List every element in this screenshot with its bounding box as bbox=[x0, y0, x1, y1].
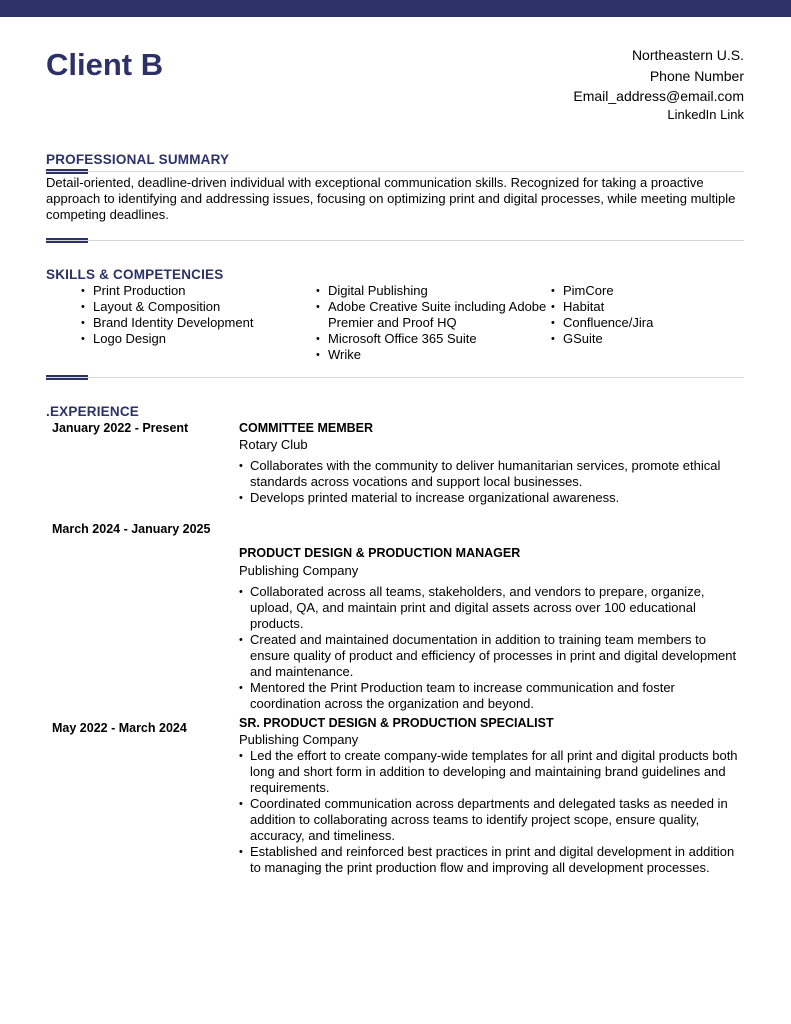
skill-item: • PimCore bbox=[551, 283, 741, 299]
job-company: Publishing Company bbox=[239, 732, 359, 747]
summary-rule bbox=[46, 171, 744, 172]
skill-item: • Print Production bbox=[81, 283, 301, 299]
job-dates: January 2022 - Present bbox=[52, 421, 189, 435]
skill-item: • Brand Identity Development bbox=[81, 315, 301, 331]
skills-column-1 bbox=[81, 283, 301, 347]
job-title: SR. PRODUCT DESIGN & PRODUCTION SPECIALIST bbox=[239, 716, 554, 730]
skill-item: • Adobe Creative Suite including Adobe Premier and Proof HQ bbox=[316, 299, 550, 331]
job-company: Publishing Company bbox=[239, 563, 359, 578]
job-bullets bbox=[239, 458, 739, 506]
job-bullet: • Led the effort to create company-wide templates for all print and digital products both long and short form in addition to developing and maintaining brand guidelines and requirements. bbox=[239, 748, 739, 796]
job-title: COMMITTEE MEMBER bbox=[239, 421, 374, 435]
job-bullets bbox=[239, 748, 739, 876]
job-bullet: • Established and reinforced best practices in print and digital development in addition to managing the print production flow and improving all development processes. bbox=[239, 844, 739, 876]
summary-text: Detail-oriented, deadline-driven individual with exceptional communication skills. Recognized for taking a proactive approach to identifying and addressing issues, focusing on optimizing print and digital processes, while meeting multiple competing deadlines. bbox=[46, 175, 736, 222]
skill-item: • Logo Design bbox=[81, 331, 301, 347]
section-divider bbox=[46, 377, 744, 378]
skills-column-2 bbox=[316, 283, 550, 363]
top-accent-bar bbox=[0, 0, 791, 17]
location: Northeastern U.S. bbox=[631, 47, 744, 63]
phone: Phone Number bbox=[649, 67, 744, 84]
experience-heading: .EXPERIENCE bbox=[46, 404, 139, 419]
skills-heading: SKILLS & COMPETENCIES bbox=[46, 267, 224, 282]
job-title: PRODUCT DESIGN & PRODUCTION MANAGER bbox=[239, 546, 521, 560]
job-bullets bbox=[239, 584, 739, 712]
email: Email_address@email.com bbox=[573, 88, 744, 104]
skills-column-3 bbox=[551, 283, 741, 347]
job-company: Rotary Club bbox=[239, 437, 308, 452]
job-bullet: • Created and maintained documentation in addition to training team members to ensure quality of product and efficiency of processes in print and digital development and maintenance. bbox=[239, 632, 739, 680]
contact-block bbox=[573, 45, 744, 123]
candidate-name: Client B bbox=[46, 47, 164, 82]
job-bullet: • Mentored the Print Production team to increase communication and foster coordination across the organization and beyond. bbox=[239, 680, 739, 712]
linkedin-link: LinkedIn Link bbox=[667, 106, 744, 122]
summary-heading: PROFESSIONAL SUMMARY bbox=[46, 152, 230, 167]
job-bullet: • Collaborates with the community to deliver humanitarian services, promote ethical standards across vocations and support local businesses. bbox=[239, 458, 739, 490]
job-bullet: • Collaborated across all teams, stakeholders, and vendors to prepare, organize, upload, QA, and maintain print and digital assets across over 100 educational products. bbox=[239, 584, 739, 632]
job-bullet: • Coordinated communication across departments and delegated tasks as needed in addition to collaborating across teams to identify project scope, ensure quality, accuracy, and timeliness. bbox=[239, 796, 739, 844]
skill-item: • Digital Publishing bbox=[316, 283, 550, 299]
section-divider bbox=[46, 240, 744, 241]
skill-item: • Microsoft Office 365 Suite bbox=[316, 331, 550, 347]
job-dates: May 2022 - March 2024 bbox=[52, 721, 187, 735]
job-bullet: • Develops printed material to increase organizational awareness. bbox=[239, 490, 739, 506]
skill-item: • Confluence/Jira bbox=[551, 315, 741, 331]
job-dates: March 2024 - January 2025 bbox=[52, 522, 211, 536]
skill-item: • Layout & Composition bbox=[81, 299, 301, 315]
skill-item: • GSuite bbox=[551, 331, 741, 347]
skill-item: • Habitat bbox=[551, 299, 741, 315]
skill-item: • Wrike bbox=[316, 347, 550, 363]
